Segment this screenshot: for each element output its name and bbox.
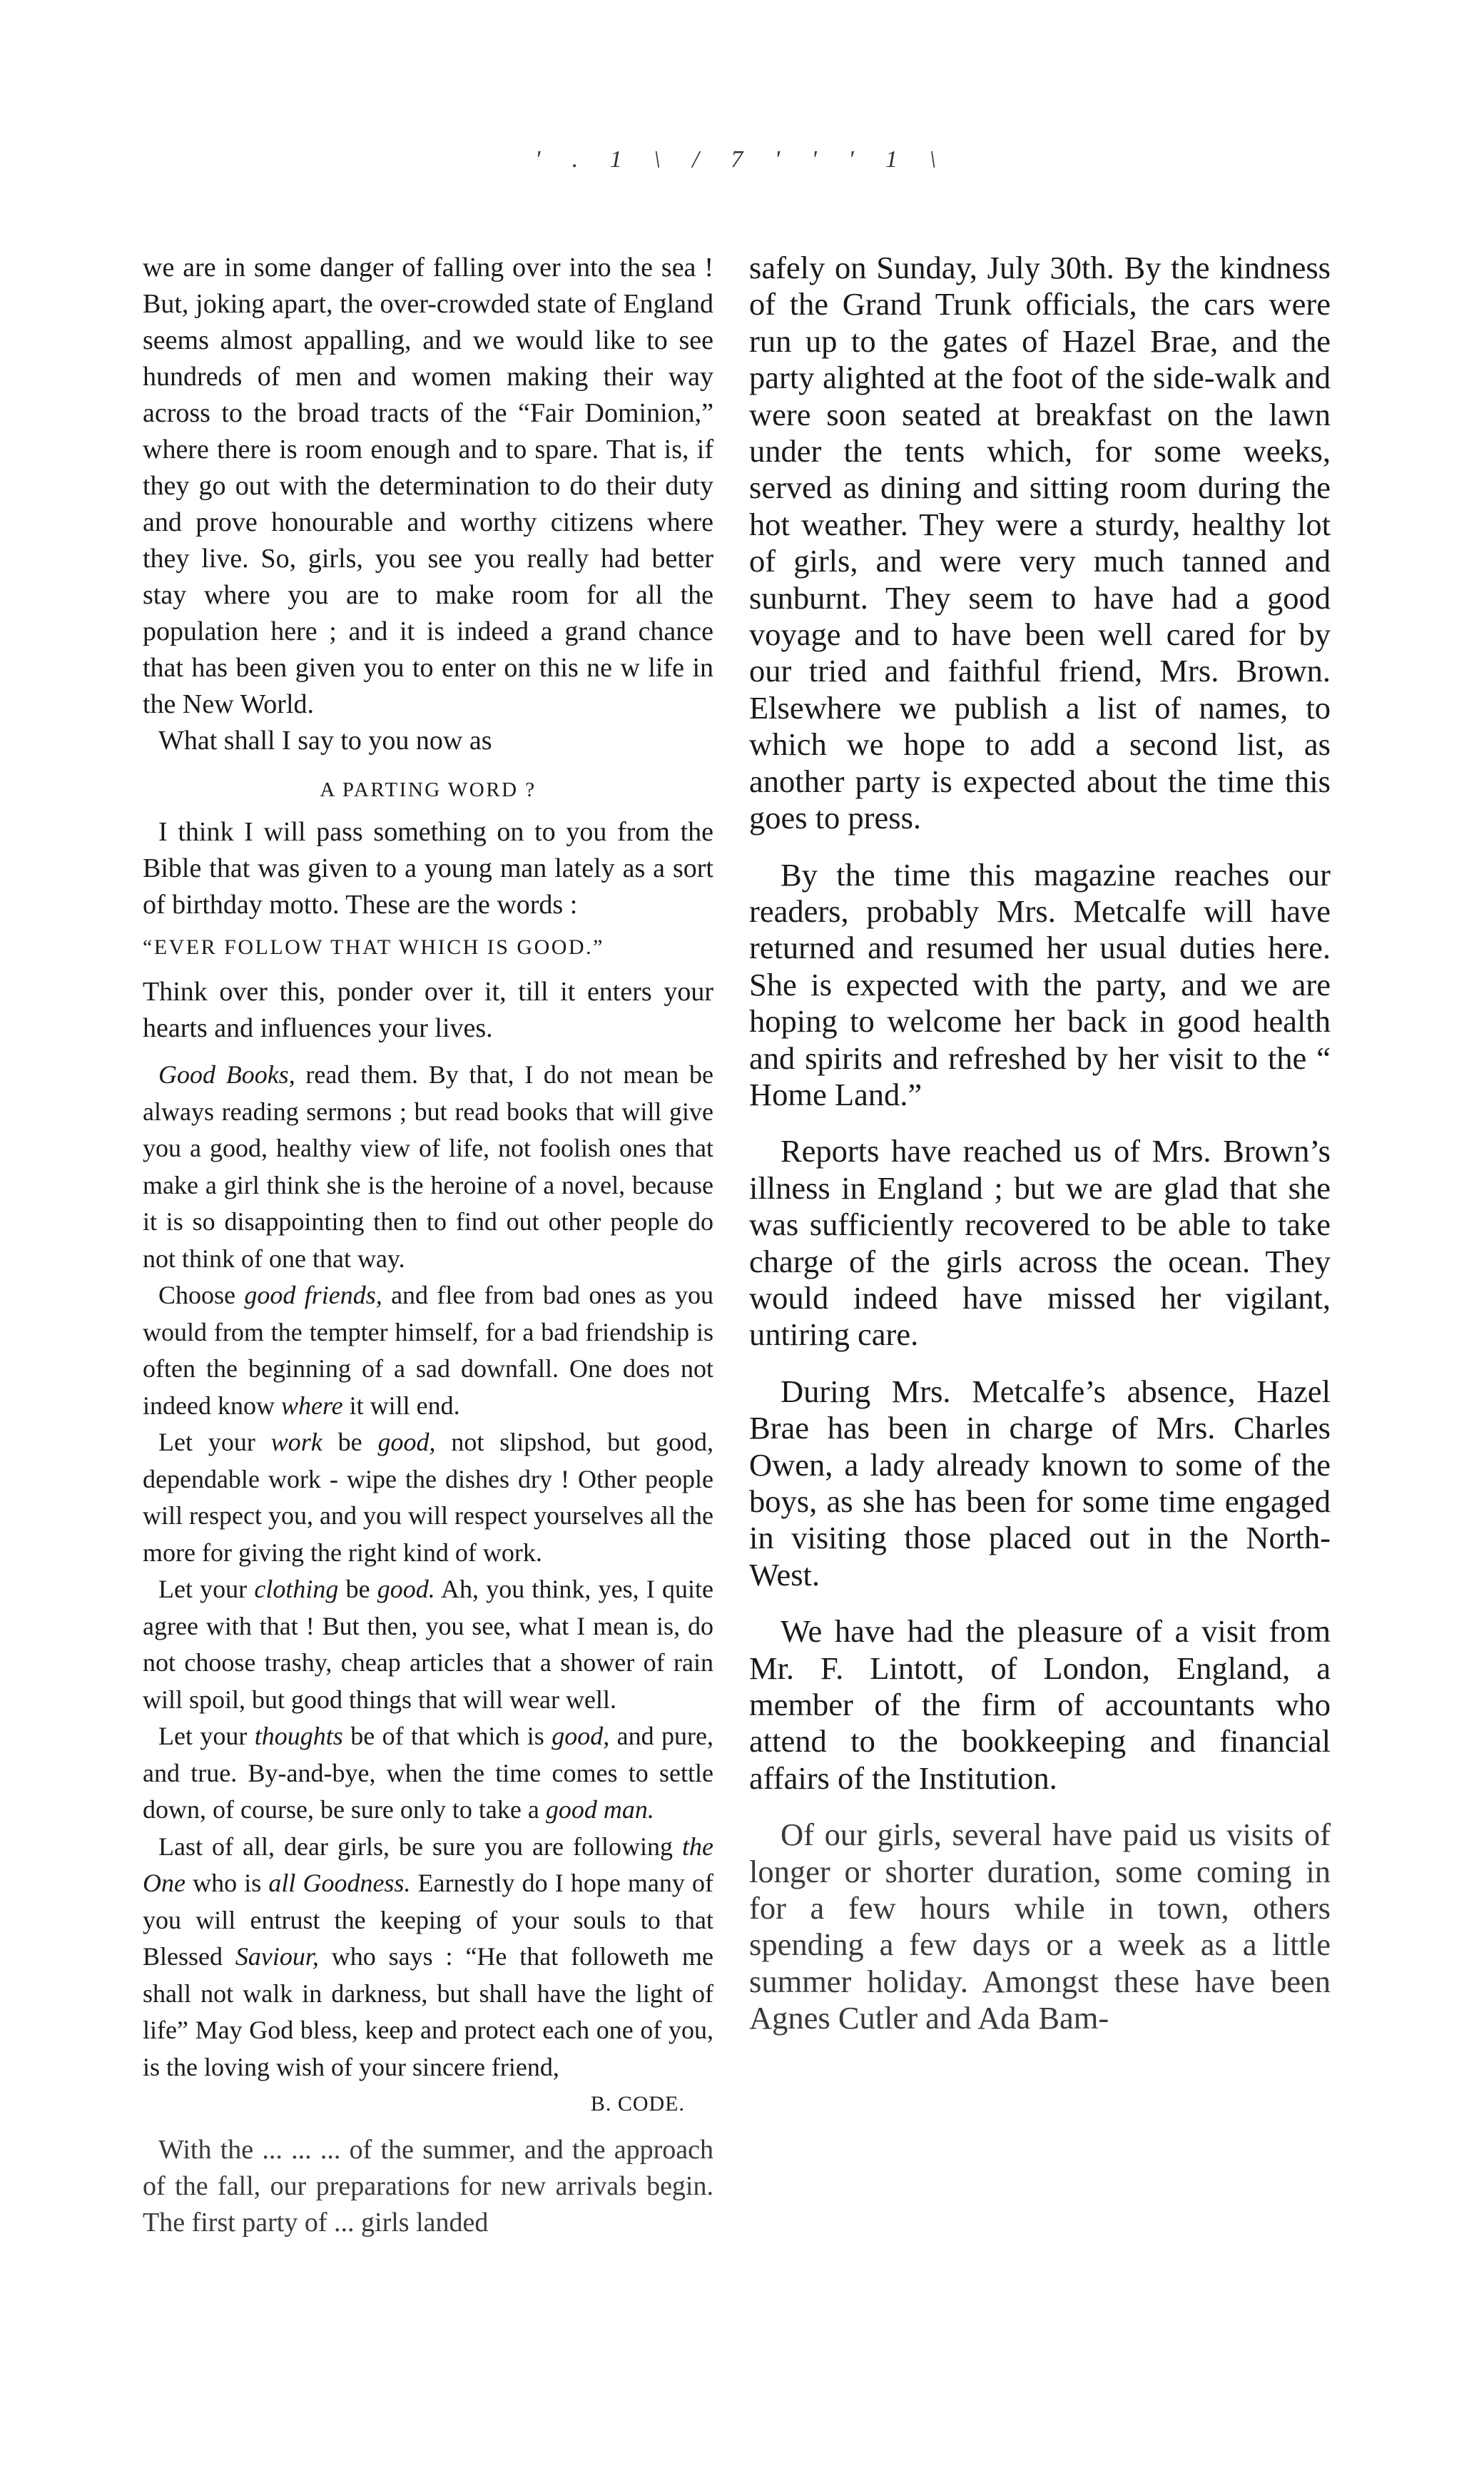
text: who says : “He that followeth me shall not walk in darkness, but shall have the light of life” May God bless, keep and protect each one of you, is the loving wish of your sincere friend, bbox=[143, 1942, 713, 2081]
text: read them. By that, I do not mean be always reading sermons ; but read books that will give you a good, healthy view of life, not foolish ones that make a girl think she is the heroine of a novel, because it is so disappointing then to find out other people do not think of one that way. bbox=[143, 1060, 713, 1273]
text: Earnestly do I hope many of you will entrust the keeping of your souls to that Blessed bbox=[143, 1869, 714, 1971]
emphasis: Good Books, bbox=[158, 1060, 295, 1089]
signature: B. CODE. bbox=[590, 2092, 685, 2116]
text: Let your bbox=[158, 1428, 271, 1456]
emphasis: thoughts bbox=[254, 1722, 343, 1750]
paragraph bbox=[143, 1829, 713, 2086]
text: be of that which is bbox=[342, 1722, 552, 1750]
text: and flee from bad ones as you would from the tempter himself, for a bad friendship is often the beginning of a sad downfall. One does not indeed know bbox=[143, 1281, 714, 1420]
text: Ah, you think, yes, I quite agree with that ! But then, you see, what I mean is, do not choose trashy, cheap articles that a shower of rain will spoil, but good things that will wear well. bbox=[143, 1575, 713, 1714]
text: Let your bbox=[158, 1722, 255, 1750]
emphasis: good man. bbox=[545, 1795, 654, 1824]
emphasis: good, bbox=[552, 1722, 610, 1750]
paragraph: During Mrs. Metcalfe’s absence, Hazel Brae has been in charge of Mrs. Charles Owen, a lady already known to some of the boys, as she has been for some time engaged in visiting those placed out in the North-West. bbox=[749, 1373, 1331, 1593]
text: Choose bbox=[158, 1281, 245, 1309]
paragraph bbox=[143, 1277, 713, 1424]
text: Let your bbox=[158, 1575, 255, 1603]
emphasis: Saviour, bbox=[235, 1942, 319, 1971]
emphasis: all Goodness. bbox=[268, 1869, 411, 1897]
emphasis: the One bbox=[143, 1832, 713, 1897]
text: Last of all, dear girls, be sure you are following bbox=[158, 1832, 683, 1861]
paragraph: I think I will pass something on to you from the Bible that was given to a young man lately as a sort of birthday motto. These are the words : bbox=[143, 817, 713, 920]
paragraph: safely on Sunday, July 30th. By the kindness of the Grand Trunk officials, the cars were run up to the gates of Hazel Brae, and the party alighted at the foot of the side-walk and were soon seated at breakfast on the lawn under the tents which, for some weeks, served as dining and sitting room during the hot weather. They were a sturdy, healthy lot of girls, and were very much tanned and sunburnt. They seem to have had a good voyage and to have been well cared for by our tried and faithful friend, Mrs. Brown. Elsewhere we publish a list of names, to which we hope to add a second list, as another party is expected about the time this goes to press. bbox=[749, 250, 1331, 836]
paragraph bbox=[143, 1571, 713, 1718]
left-column bbox=[143, 250, 713, 2241]
paragraph: Think over this, ponder over it, till it enters your hearts and influences your lives. bbox=[143, 977, 713, 1043]
emphasis: where bbox=[280, 1391, 343, 1420]
text: be bbox=[338, 1575, 377, 1603]
paragraph bbox=[143, 1057, 713, 1277]
text: who is bbox=[185, 1869, 269, 1897]
paragraph: we are in some danger of falling over into the sea ! But, joking apart, the over-crowded state of England seems almost appalling, and we would like to see hundreds of men and women making their way across to the broad tracts of the “Fair Dominion,” where there is room enough and to spare. That is, if they go out with the determination to do their duty and prove honourable and worthy citizens where they live. So, girls, you see you really had better stay where you are to make room for all the population here ; and it is indeed a grand chance that has been given you to enter on this ne w life in the New World. bbox=[143, 253, 713, 719]
paragraph bbox=[143, 1718, 713, 1829]
text: and pure, and true. By-and-bye, when the time comes to settle down, of course, be sure only to take a bbox=[143, 1722, 713, 1824]
text: it will end. bbox=[342, 1391, 460, 1420]
paragraph: We have had the pleasure of a visit from Mr. F. Lintott, of London, England, a member of the firm of accountants who attend to the bookkeeping and financial affairs of the Institution. bbox=[749, 1613, 1331, 1796]
emphasis: good. bbox=[377, 1575, 435, 1603]
text: be bbox=[322, 1428, 378, 1456]
paragraph: Of our girls, several have paid us visits of longer or shorter duration, some coming in for a few hours while in town, others spending a few days or a week as a little summer holiday. Amongst these have been Agnes Cutler and Ada Bam- bbox=[749, 1817, 1331, 2036]
emphasis: good friends, bbox=[244, 1281, 382, 1309]
motto: “EVER FOLLOW THAT WHICH IS GOOD.” bbox=[143, 935, 604, 959]
paragraph: Reports have reached us of Mrs. Brown’s illness in England ; but we are glad that she was sufficiently recovered to be able to take charge of the girls across the ocean. They would indeed have missed her vigilant, untiring care. bbox=[749, 1133, 1331, 1353]
right-column bbox=[749, 250, 1331, 2037]
emphasis: clothing bbox=[254, 1575, 339, 1603]
emphasis: good, bbox=[377, 1428, 436, 1456]
section-heading: A PARTING WORD ? bbox=[320, 778, 537, 801]
paragraph: By the time this magazine reaches our readers, probably Mrs. Metcalfe will have returned and resumed her usual duties here. She is expected with the party, and we are hoping to welcome her back in good health and spirits and refreshed by her visit to the “ Home Land.” bbox=[749, 856, 1331, 1112]
running-head: ' . 1 \ / 7 ' ' ' 1 \ bbox=[535, 146, 949, 173]
paragraph: With the ... ... ... of the summer, and the approach of the fall, our preparations for new arrivals begin. The first party of ... girls landed bbox=[143, 2135, 713, 2238]
emphasis: work bbox=[270, 1428, 322, 1456]
paragraph bbox=[143, 1424, 713, 1571]
text: not slipshod, but good, dependable work - wipe the dishes dry ! Other people will respect you, and you will respect yourselves all the more for giving the right kind of work. bbox=[143, 1428, 713, 1567]
paragraph: What shall I say to you now as bbox=[158, 726, 492, 756]
